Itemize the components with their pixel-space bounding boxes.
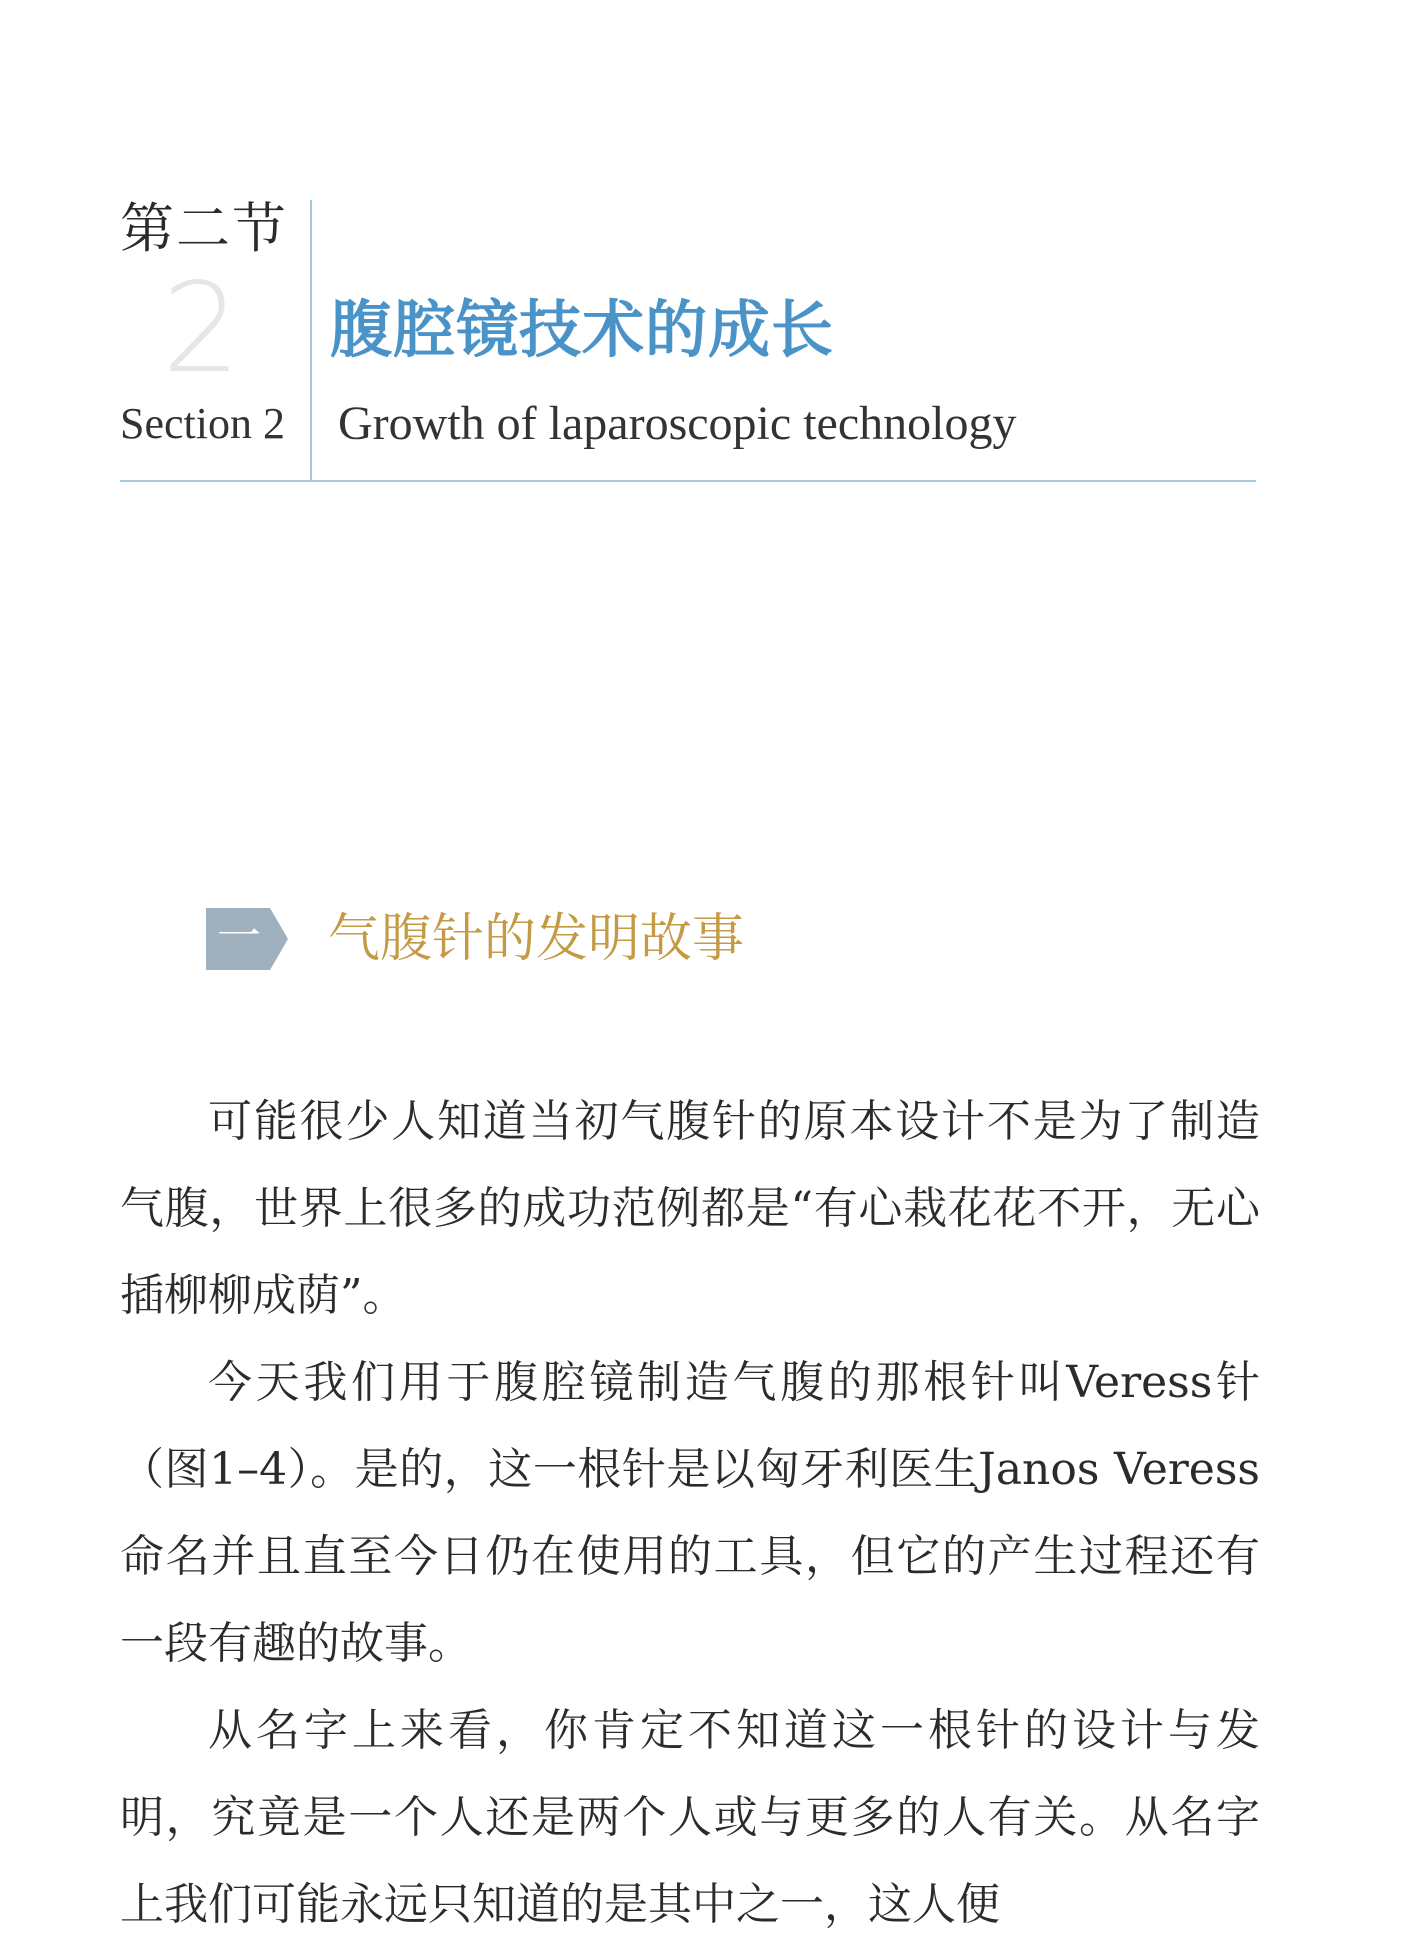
section-label-en: Section 2: [120, 399, 285, 448]
subsection-marker-number: 一: [217, 911, 261, 962]
paragraph: 可能很少人知道当初气腹针的原本设计不是为了制造气腹，世界上很多的成功范例都是“有心栽花花不开，无心插柳柳成荫”。: [120, 1096, 1260, 1321]
section-label-cn: 第二节: [120, 197, 288, 260]
subsection-title: 气腹针的发明故事: [328, 909, 745, 969]
section-header: [120, 197, 1256, 482]
section-number: 2: [162, 257, 241, 401]
header-vertical-rule: [310, 200, 312, 482]
paragraph: 今天我们用于腹腔镜制造气腹的那根针叫Veress针（图1–4）。是的，这一根针是以匈牙利医生Janos Veress命名并且直至今日仍在使用的工具，但它的产生过程还有一段有趣的故事。: [120, 1357, 1260, 1669]
header-horizontal-rule: [120, 480, 1256, 482]
subsection-marker: [206, 908, 288, 970]
section-subtitle: Growth of laparoscopic technology: [338, 397, 1017, 450]
body-text: [120, 1078, 1260, 1948]
paragraph: 从名字上来看，你肯定不知道这一根针的设计与发明，究竟是一个人还是两个人或与更多的人有关。从名字上我们可能永远只知道的是其中之一，这人便: [120, 1705, 1260, 1930]
section-title: 腹腔镜技术的成长: [330, 293, 835, 366]
